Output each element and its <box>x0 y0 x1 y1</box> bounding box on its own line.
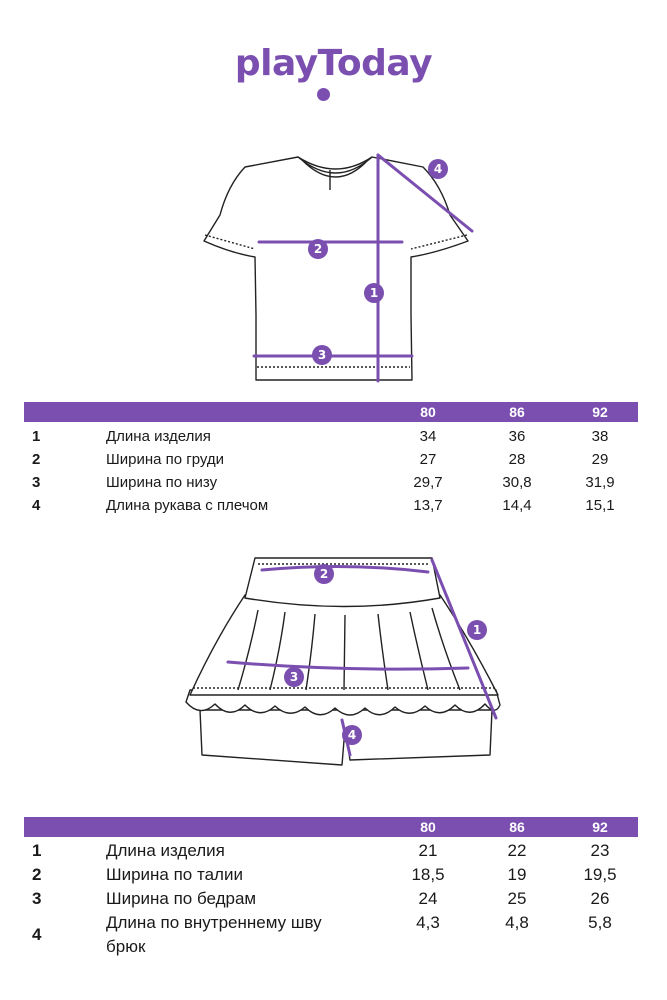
size-header: 92 <box>592 819 608 835</box>
size-header: 86 <box>509 404 525 420</box>
row-value: 4,3 <box>416 913 440 932</box>
brand-logo <box>0 44 667 84</box>
row-label: Длина рукава с плечом <box>106 497 269 514</box>
row-value: 29,7 <box>413 474 443 491</box>
marker-label: 4 <box>347 728 357 742</box>
row-value: 34 <box>419 428 437 445</box>
tshirt-diagram <box>0 145 667 385</box>
marker-label: 4 <box>433 162 443 176</box>
table-row <box>24 863 638 887</box>
row-value: 29 <box>591 451 609 468</box>
row-label: Ширина по низу <box>106 474 218 491</box>
row-value: 24 <box>418 889 438 908</box>
marker-label: 3 <box>289 670 299 684</box>
brand-logo-dot <box>317 88 330 101</box>
table-row <box>24 911 638 961</box>
size-header: 86 <box>509 819 525 835</box>
table-row <box>24 425 638 448</box>
row-value: 18,5 <box>411 865 445 884</box>
row-value: 26 <box>590 889 610 908</box>
row-label-continued: брюк <box>106 937 146 956</box>
row-label: Ширина по талии <box>106 865 243 884</box>
row-value: 28 <box>508 451 526 468</box>
row-label: Длина изделия <box>106 841 225 860</box>
marker-label: 3 <box>317 348 327 362</box>
marker-label: 2 <box>313 242 323 256</box>
size-header: 80 <box>420 819 436 835</box>
row-value: 19,5 <box>583 865 617 884</box>
row-number: 2 <box>32 451 41 468</box>
brand-logo-text: playToday <box>234 43 433 84</box>
row-value: 5,8 <box>588 913 612 932</box>
row-value: 19 <box>507 865 527 884</box>
size-header-bar <box>24 817 638 837</box>
row-label: Ширина по бедрам <box>106 889 257 908</box>
row-value: 22 <box>507 841 527 860</box>
table-row <box>24 839 638 863</box>
skort-diagram <box>0 550 667 780</box>
row-value: 21 <box>418 841 438 860</box>
row-value: 15,1 <box>585 497 615 514</box>
row-number: 3 <box>32 474 41 491</box>
row-value: 30,8 <box>502 474 532 491</box>
row-number: 4 <box>32 497 41 514</box>
row-value: 13,7 <box>413 497 443 514</box>
row-value: 31,9 <box>585 474 615 491</box>
row-number: 4 <box>32 925 42 944</box>
table-row <box>24 448 638 471</box>
row-number: 1 <box>32 841 42 860</box>
marker-label: 2 <box>319 567 329 581</box>
row-value: 36 <box>508 428 526 445</box>
row-number: 1 <box>32 428 41 445</box>
tshirt-outline <box>204 157 468 380</box>
table-row <box>24 471 638 494</box>
row-value: 27 <box>419 451 437 468</box>
row-value: 14,4 <box>502 497 532 514</box>
size-header: 92 <box>592 404 608 420</box>
row-label: Длина по внутреннему шву <box>106 913 322 932</box>
row-value: 23 <box>590 841 610 860</box>
row-number: 2 <box>32 865 42 884</box>
size-table-skort <box>24 817 638 961</box>
size-header-bar <box>24 402 638 422</box>
table-row <box>24 887 638 911</box>
row-label: Длина изделия <box>106 428 211 445</box>
marker-label: 1 <box>369 286 379 300</box>
size-header: 80 <box>420 404 436 420</box>
table-row <box>24 494 638 517</box>
size-table-tshirt <box>24 402 638 517</box>
row-label: Ширина по груди <box>106 451 225 468</box>
row-value: 4,8 <box>505 913 529 932</box>
row-number: 3 <box>32 889 42 908</box>
row-value: 38 <box>591 428 609 445</box>
row-value: 25 <box>507 889 527 908</box>
marker-label: 1 <box>472 623 482 637</box>
